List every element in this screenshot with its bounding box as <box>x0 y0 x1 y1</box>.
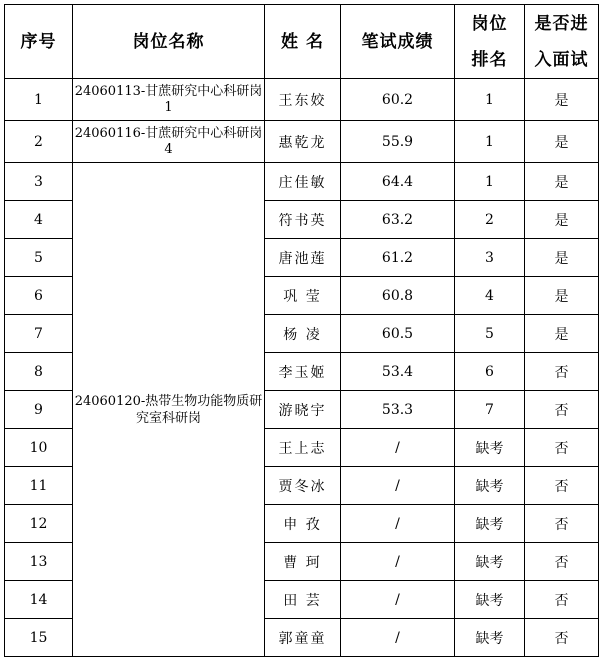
cell-decision: 否 <box>525 543 599 581</box>
cell-name: 庄佳敏 <box>265 163 341 201</box>
cell-rank: 缺考 <box>455 581 525 619</box>
cell-rank: 缺考 <box>455 619 525 657</box>
cell-seq: 12 <box>5 505 73 543</box>
header-name: 姓 名 <box>265 5 341 79</box>
cell-seq: 11 <box>5 467 73 505</box>
cell-decision: 否 <box>525 581 599 619</box>
cell-score: 63.2 <box>341 201 455 239</box>
cell-rank: 缺考 <box>455 429 525 467</box>
results-table <box>4 4 599 657</box>
cell-score: 53.4 <box>341 353 455 391</box>
header-decision-line2: 入面试 <box>534 49 589 70</box>
cell-name: 惠乾龙 <box>265 121 341 163</box>
cell-score: 64.4 <box>341 163 455 201</box>
header-decision-line1: 是否进 <box>534 13 589 34</box>
cell-seq: 3 <box>5 163 73 201</box>
cell-score: 60.8 <box>341 277 455 315</box>
cell-score: / <box>341 429 455 467</box>
cell-seq: 4 <box>5 201 73 239</box>
results-table-container <box>4 4 599 657</box>
table-row <box>5 163 599 201</box>
cell-name: 巩 莹 <box>265 277 341 315</box>
cell-name: 李玉姬 <box>265 353 341 391</box>
cell-name: 申 孜 <box>265 505 341 543</box>
cell-decision: 否 <box>525 429 599 467</box>
cell-name: 王上志 <box>265 429 341 467</box>
cell-decision: 否 <box>525 619 599 657</box>
cell-decision: 否 <box>525 505 599 543</box>
cell-score: / <box>341 543 455 581</box>
header-row <box>5 5 599 79</box>
cell-decision: 是 <box>525 121 599 163</box>
cell-name: 唐池莲 <box>265 239 341 277</box>
cell-seq: 5 <box>5 239 73 277</box>
cell-name: 郭童童 <box>265 619 341 657</box>
cell-seq: 1 <box>5 79 73 121</box>
cell-name: 符书英 <box>265 201 341 239</box>
header-rank <box>455 5 525 79</box>
cell-post: 24060116-甘蔗研究中心科研岗 4 <box>73 121 265 163</box>
cell-seq: 13 <box>5 543 73 581</box>
cell-rank: 1 <box>455 79 525 121</box>
cell-name: 曹 珂 <box>265 543 341 581</box>
cell-decision: 是 <box>525 239 599 277</box>
cell-score: 55.9 <box>341 121 455 163</box>
header-seq: 序号 <box>5 5 73 79</box>
cell-score: 60.2 <box>341 79 455 121</box>
header-rank-line2: 排名 <box>471 49 508 70</box>
cell-post: 24060113-甘蔗研究中心科研岗 1 <box>73 79 265 121</box>
table-row <box>5 121 599 163</box>
cell-rank: 1 <box>455 121 525 163</box>
cell-seq: 10 <box>5 429 73 467</box>
cell-score: 60.5 <box>341 315 455 353</box>
cell-rank: 6 <box>455 353 525 391</box>
cell-decision: 否 <box>525 467 599 505</box>
cell-decision: 是 <box>525 277 599 315</box>
cell-decision: 是 <box>525 163 599 201</box>
cell-rank: 5 <box>455 315 525 353</box>
cell-rank: 1 <box>455 163 525 201</box>
cell-score: 61.2 <box>341 239 455 277</box>
cell-seq: 8 <box>5 353 73 391</box>
cell-seq: 15 <box>5 619 73 657</box>
cell-seq: 14 <box>5 581 73 619</box>
cell-decision: 是 <box>525 201 599 239</box>
cell-seq: 6 <box>5 277 73 315</box>
cell-rank: 2 <box>455 201 525 239</box>
cell-rank: 缺考 <box>455 543 525 581</box>
table-row <box>5 79 599 121</box>
cell-name: 王东姣 <box>265 79 341 121</box>
header-score: 笔试成绩 <box>341 5 455 79</box>
cell-decision: 是 <box>525 79 599 121</box>
cell-decision: 否 <box>525 353 599 391</box>
cell-score: / <box>341 581 455 619</box>
header-rank-line1: 岗位 <box>471 13 508 34</box>
cell-rank: 缺考 <box>455 467 525 505</box>
header-post: 岗位名称 <box>73 5 265 79</box>
cell-seq: 2 <box>5 121 73 163</box>
cell-rank: 3 <box>455 239 525 277</box>
cell-score: / <box>341 619 455 657</box>
cell-rank: 7 <box>455 391 525 429</box>
cell-name: 游晓宇 <box>265 391 341 429</box>
cell-seq: 7 <box>5 315 73 353</box>
cell-rank: 缺考 <box>455 505 525 543</box>
cell-seq: 9 <box>5 391 73 429</box>
cell-name: 贾冬冰 <box>265 467 341 505</box>
cell-decision: 否 <box>525 391 599 429</box>
cell-score: 53.3 <box>341 391 455 429</box>
cell-score: / <box>341 467 455 505</box>
header-decision <box>525 5 599 79</box>
cell-post-merged: 24060120-热带生物功能物质研究室科研岗 <box>73 163 265 657</box>
cell-rank: 4 <box>455 277 525 315</box>
cell-score: / <box>341 505 455 543</box>
cell-name: 杨 凌 <box>265 315 341 353</box>
cell-name: 田 芸 <box>265 581 341 619</box>
cell-decision: 是 <box>525 315 599 353</box>
